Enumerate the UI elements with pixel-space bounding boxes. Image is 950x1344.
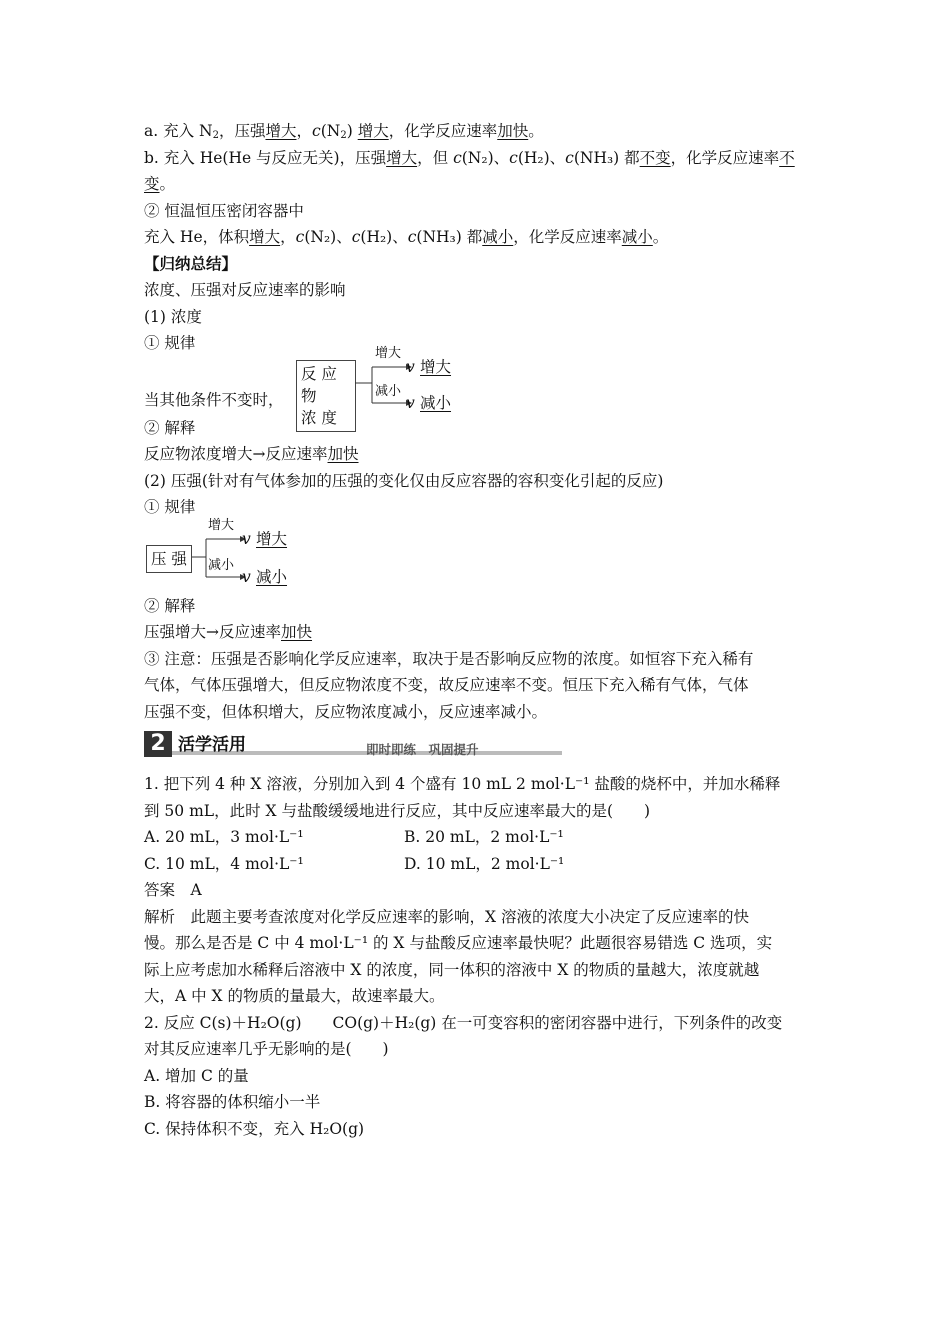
options-row [144, 851, 808, 878]
line-b2 [144, 171, 808, 198]
section-title: 活学活用 [178, 735, 246, 755]
result-increase: 增大 [420, 357, 452, 376]
explanation-line: 解析 此题主要考查浓度对化学反应速率的影响，X 溶液的浓度大小决定了反应速率的快 [144, 907, 749, 926]
result-increase: 增大 [256, 529, 288, 548]
text: (H₂)、 [360, 228, 408, 246]
text: ，化学反应速率 [388, 122, 498, 140]
rule-heading: ① 规律 [144, 498, 196, 516]
document-page [144, 118, 808, 1142]
option-b: B. 将容器的体积缩小一半 [144, 1093, 321, 1111]
text: ) [346, 122, 358, 140]
increase-label: 增大 [208, 517, 235, 533]
text: (N₂)、 [304, 228, 352, 246]
line-c [144, 224, 808, 251]
concentration-diagram [144, 345, 808, 427]
answer-underline: 加快 [497, 122, 529, 140]
pressure-diagram [144, 517, 808, 593]
text: (H₂)、 [517, 148, 566, 167]
option-d: D. 10 mL，2 mol·L⁻¹ [404, 854, 565, 873]
answer-underline: 增大 [249, 228, 281, 246]
option-b: B. 20 mL，2 mol·L⁻¹ [404, 828, 564, 846]
answer-underline: 减小 [621, 228, 653, 246]
question-2-line: 2. 反应 C(s)＋H₂O(g) CO(g)＋H₂(g) 在一可变容积的密闭容器中进行，下列条件的改变 [144, 1013, 783, 1032]
box-line: 反 应 物 [301, 364, 337, 405]
box-line: 浓 度 [301, 408, 337, 427]
answer-underline: 变 [144, 175, 160, 193]
explanation-line: 际上应考虑加水稀释后溶液中 X 的浓度，同一体积的溶液中 X 的物质的量越大，浓度就越 [144, 960, 760, 979]
question-1-line: 到 50 mL，此时 X 与盐酸缓缓地进行反应，其中反应速率最大的是( ) [144, 801, 651, 820]
result-decrease: 减小 [420, 393, 452, 412]
explain-heading: ② 解释 [144, 596, 196, 615]
text: ， [280, 228, 296, 246]
conc-symbol: c [295, 228, 305, 246]
increase-label: 增大 [375, 345, 402, 361]
conc-symbol: c [453, 148, 462, 167]
options-row [144, 824, 808, 851]
text: 。 [159, 175, 176, 193]
option-a: A. 增加 C 的量 [144, 1066, 249, 1085]
summary-title: 【归纳总结】 [144, 253, 238, 273]
explain-heading: ② 解释 [144, 418, 196, 437]
text: ，化学反应速率 [513, 228, 622, 246]
text: ， [296, 122, 313, 140]
answer-underline: 增大 [265, 122, 297, 140]
conc-symbol: c [351, 228, 361, 246]
conc-symbol: c [565, 148, 574, 167]
text: ，压强 [218, 122, 266, 140]
rate-symbol: v [242, 567, 251, 586]
answer-underline: 加快 [327, 445, 359, 463]
text: 反应物浓度增大→反应速率 [144, 445, 328, 463]
result-decrease: 减小 [256, 567, 288, 586]
text: ，化学反应速率 [670, 148, 780, 167]
heading-concentration: (1) 浓度 [144, 307, 202, 326]
question-1-line: 1. 把下列 4 种 X 溶液，分别加入到 4 个盛有 10 mL 2 mol·L⁻¹ 盐酸的烧杯中，并加水稀释 [144, 775, 781, 793]
text: (NH₃) 都 [573, 148, 640, 167]
text: 充入 He，体积 [144, 228, 250, 246]
option-c: C. 保持体积不变，充入 H₂O(g) [144, 1119, 365, 1138]
option-a: A. 20 mL，3 mol·L⁻¹ [144, 828, 304, 846]
conc-symbol: c [312, 122, 321, 140]
explanation-line: 大，A 中 X 的物质的量最大，故速率最大。 [144, 987, 445, 1005]
answer-underline: 减小 [482, 228, 514, 246]
rate-symbol: v [242, 529, 251, 548]
condition-text: 当其他条件不变时， [144, 390, 284, 409]
question-2-line: 对其反应速率几乎无影响的是( ) [144, 1040, 389, 1058]
option-c: C. 10 mL，4 mol·L⁻¹ [144, 854, 304, 873]
answer-underline: 不变 [639, 148, 671, 167]
pressure-box: 压 强 [146, 545, 192, 573]
rule-heading: ① 规律 [144, 334, 196, 352]
text: (N [320, 122, 341, 140]
conc-symbol: c [407, 228, 417, 246]
text: 。 [528, 122, 544, 140]
explanation-line: 慢。那么是否是 C 中 4 mol·L⁻¹ 的 X 与盐酸反应速率最快呢？此题很容易错选 C 选项，实 [144, 934, 773, 952]
section-banner [144, 731, 808, 759]
subscript: 2 [212, 130, 219, 141]
subscript: 2 [340, 130, 347, 141]
answer: 答案 A [144, 881, 202, 899]
note-line: 气体，气体压强增大，但反应物浓度不变，故反应速率不变。恒压下充入稀有气体，气体 [144, 676, 749, 694]
heading-const-pressure: ② 恒温恒压密闭容器中 [144, 201, 304, 220]
answer-underline: 增大 [386, 148, 418, 167]
text: b. 充入 He(He 与反应无关)，压强 [144, 148, 387, 167]
text: 。 [652, 228, 669, 246]
rate-symbol: v [406, 393, 415, 412]
text: 压强增大→反应速率 [144, 623, 281, 641]
text: a. 充入 N [144, 122, 213, 140]
conc-symbol: c [509, 148, 518, 167]
summary-intro: 浓度、压强对反应速率的影响 [144, 281, 346, 299]
decrease-label: 减小 [208, 557, 235, 573]
rate-symbol: v [406, 357, 415, 376]
text: (N₂)、 [461, 148, 510, 167]
section-number: 2 [144, 731, 172, 757]
answer-underline: 不 [779, 148, 795, 167]
answer-underline: 增大 [357, 122, 389, 140]
answer-underline: 加快 [281, 623, 313, 641]
explain-line [144, 441, 808, 468]
text: (NH₃) 都 [416, 228, 483, 246]
explain-line [144, 619, 808, 646]
line-a [144, 118, 808, 145]
decrease-label: 减小 [375, 383, 402, 399]
text: ，但 [417, 148, 454, 167]
section-tagline: 即时即练 巩固提升 [366, 742, 479, 757]
note-line: ③ 注意：压强是否影响化学反应速率，取决于是否影响反应物的浓度。如恒容下充入稀有 [144, 649, 754, 668]
heading-pressure: (2) 压强(针对有气体参加的压强的变化仅由反应容器的容积变化引起的反应) [144, 471, 664, 490]
note-line: 压强不变，但体积增大，反应物浓度减小，反应速率减小。 [144, 702, 548, 721]
line-b [144, 145, 808, 172]
